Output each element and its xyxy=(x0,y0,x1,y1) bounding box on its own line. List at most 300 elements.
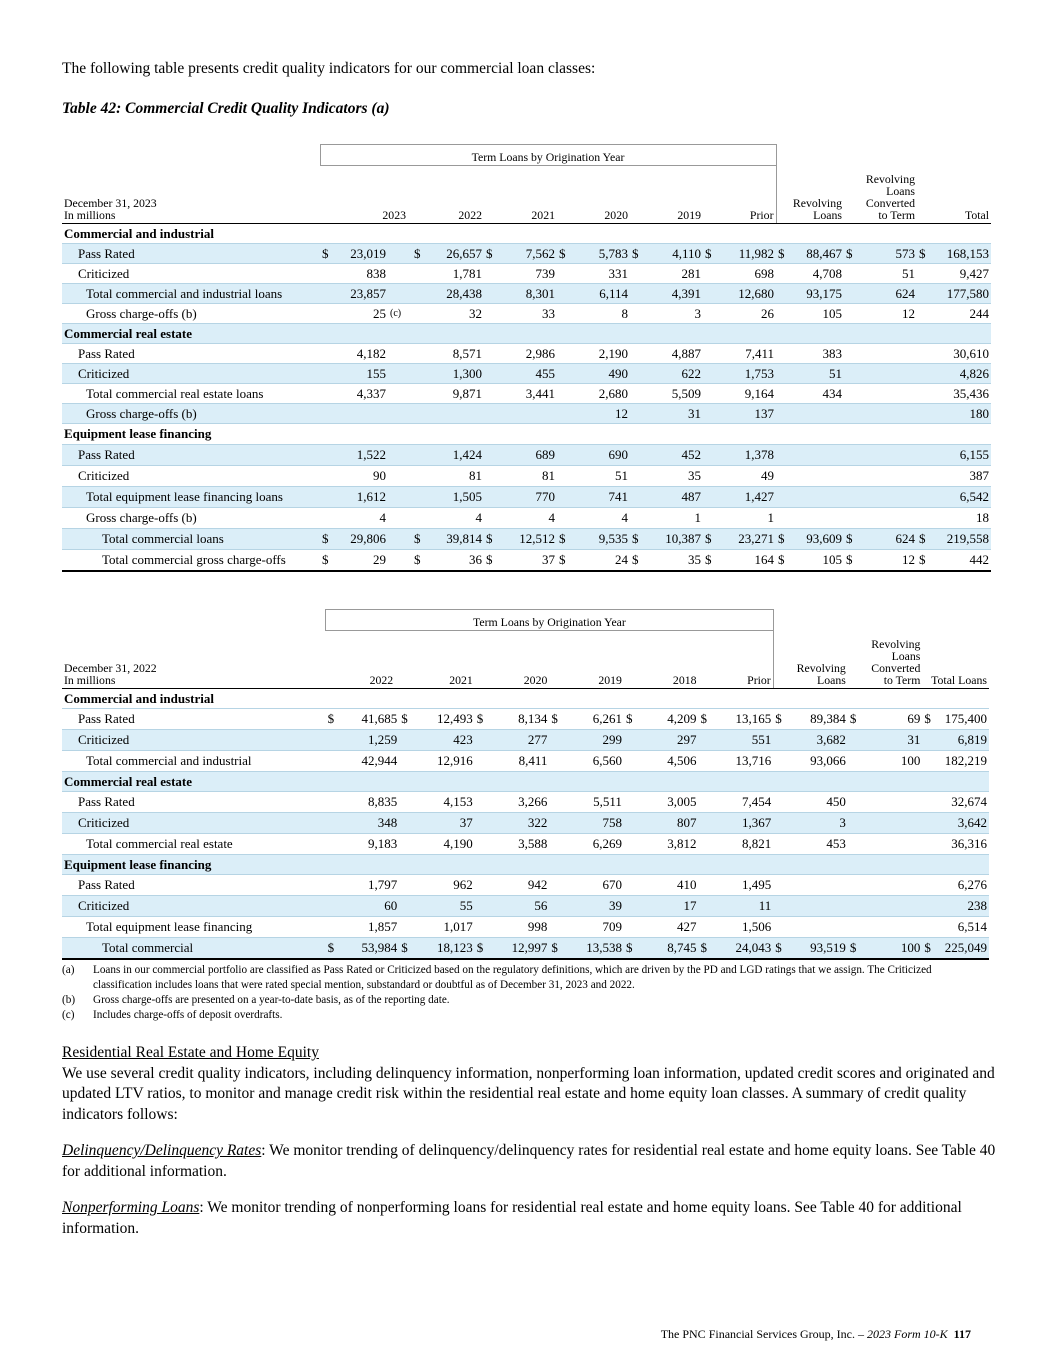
dollar-sign xyxy=(703,304,715,324)
cell-value: 1,506 xyxy=(711,917,773,938)
cell-value: 41,685 xyxy=(338,709,399,730)
dollar-sign: $ xyxy=(773,938,785,959)
cell-value: 3,005 xyxy=(636,792,698,813)
dollar-sign xyxy=(917,264,929,284)
dollar-sign: $ xyxy=(922,709,934,730)
dollar-sign xyxy=(557,445,569,466)
cell-value: 177,580 xyxy=(929,284,991,304)
cell-value: 4 xyxy=(332,508,388,529)
dollar-sign xyxy=(630,466,642,487)
cell-value: 12,512 xyxy=(496,529,557,550)
cell-value: 758 xyxy=(562,813,624,834)
cell-value: 17 xyxy=(636,896,698,917)
row-label: Criticized xyxy=(62,896,326,917)
cell-value: 35 xyxy=(642,466,703,487)
cell-value: 4,506 xyxy=(636,751,698,772)
dollar-sign: $ xyxy=(703,529,715,550)
cell-value xyxy=(788,508,844,529)
dollar-sign xyxy=(699,730,711,751)
cell-value xyxy=(856,404,917,424)
cell-value: 1,505 xyxy=(424,487,484,508)
cell-value: 1 xyxy=(715,508,776,529)
intro-text: The following table presents credit quality indicators for our commercial loan classes: xyxy=(62,60,596,77)
dollar-sign xyxy=(624,730,636,751)
cell-value: 1,427 xyxy=(715,487,776,508)
table-row xyxy=(62,508,991,529)
dollar-sign xyxy=(699,834,711,855)
col-header: Prior xyxy=(699,631,774,689)
dollar-sign xyxy=(699,792,711,813)
footnote-ref xyxy=(388,550,412,571)
dollar-sign xyxy=(412,508,424,529)
dollar-sign: $ xyxy=(475,938,487,959)
dollar-sign xyxy=(484,404,496,424)
cell-value xyxy=(860,896,922,917)
cell-value: 24,043 xyxy=(711,938,773,959)
section-title: Commercial real estate xyxy=(62,324,991,344)
dollar-sign xyxy=(320,445,332,466)
cell-value: 709 xyxy=(562,917,624,938)
cell-value: 5,511 xyxy=(562,792,624,813)
dollar-sign xyxy=(630,445,642,466)
dollar-sign: $ xyxy=(326,938,338,959)
nonperforming-section xyxy=(62,1198,997,1239)
col-header: 2018 xyxy=(624,631,699,689)
cell-value: 244 xyxy=(929,304,991,324)
cell-value xyxy=(788,404,844,424)
dollar-sign xyxy=(326,792,338,813)
dollar-sign xyxy=(557,264,569,284)
dollar-sign: $ xyxy=(320,550,332,571)
page-footer xyxy=(661,1327,971,1342)
cell-value: 100 xyxy=(860,751,922,772)
residential-heading: Residential Real Estate and Home Equity xyxy=(62,1044,319,1061)
cell-value: 93,066 xyxy=(786,751,848,772)
cell-value: 81 xyxy=(424,466,484,487)
dollar-sign xyxy=(399,896,411,917)
dollar-sign: $ xyxy=(699,709,711,730)
cell-value: 7,454 xyxy=(711,792,773,813)
dollar-sign xyxy=(320,384,332,404)
row-label: Gross charge-offs (b) xyxy=(62,304,320,324)
cell-value: 8,745 xyxy=(636,938,698,959)
cell-value: 29,806 xyxy=(332,529,388,550)
cell-value: 6,276 xyxy=(935,875,989,896)
cell-value: 105 xyxy=(788,550,844,571)
cell-value: 93,519 xyxy=(786,938,848,959)
cell-value: 225,049 xyxy=(935,938,989,959)
cell-value: 29 xyxy=(332,550,388,571)
cell-value: 36,316 xyxy=(935,834,989,855)
dollar-sign xyxy=(557,466,569,487)
dollar-sign xyxy=(484,364,496,384)
dollar-sign: $ xyxy=(844,529,856,550)
cell-value: 698 xyxy=(715,264,776,284)
dollar-sign: $ xyxy=(703,244,715,264)
dollar-sign xyxy=(326,834,338,855)
cell-value: 53,984 xyxy=(338,938,399,959)
dollar-sign xyxy=(320,304,332,324)
dollar-sign xyxy=(624,917,636,938)
cell-value: 12,916 xyxy=(411,751,474,772)
cell-value: 6,819 xyxy=(935,730,989,751)
dollar-sign xyxy=(776,264,788,284)
cell-value: 51 xyxy=(788,364,844,384)
dollar-sign xyxy=(399,813,411,834)
table-title: Table 42: Commercial Credit Quality Indicators (a) xyxy=(62,100,390,117)
cell-value: 8,571 xyxy=(424,344,484,364)
cell-value: 5,509 xyxy=(642,384,703,404)
cell-value: 89,384 xyxy=(786,709,848,730)
dollar-sign xyxy=(549,834,561,855)
cell-value: 31 xyxy=(860,730,922,751)
cell-value: 297 xyxy=(636,730,698,751)
cell-value: 277 xyxy=(487,730,549,751)
dollar-sign xyxy=(630,344,642,364)
dollar-sign xyxy=(484,466,496,487)
footnote-ref xyxy=(388,344,412,364)
dollar-sign xyxy=(557,304,569,324)
credit-quality-table-2023 xyxy=(62,144,991,572)
dollar-sign xyxy=(549,875,561,896)
table-row xyxy=(62,404,991,424)
dollar-sign xyxy=(412,284,424,304)
cell-value: 331 xyxy=(569,264,630,284)
cell-value: 4 xyxy=(424,508,484,529)
dollar-sign xyxy=(844,304,856,324)
cell-value: 164 xyxy=(715,550,776,571)
dollar-sign xyxy=(699,875,711,896)
dollar-sign xyxy=(917,384,929,404)
cell-value: 8,835 xyxy=(338,792,399,813)
dollar-sign xyxy=(922,751,934,772)
dollar-sign xyxy=(484,304,496,324)
cell-value: 453 xyxy=(786,834,848,855)
cell-value: 18,123 xyxy=(411,938,474,959)
cell-value: 23,857 xyxy=(332,284,388,304)
cell-value xyxy=(860,813,922,834)
date-header: December 31, 2023 In millions xyxy=(62,166,320,224)
dollar-sign xyxy=(776,284,788,304)
cell-value: 3,812 xyxy=(636,834,698,855)
footnote-ref xyxy=(388,404,412,424)
dollar-sign xyxy=(326,875,338,896)
dollar-sign xyxy=(917,404,929,424)
table-row xyxy=(62,466,991,487)
col-header: Total Loans xyxy=(922,631,989,689)
dollar-sign xyxy=(484,264,496,284)
cell-value: 238 xyxy=(935,896,989,917)
col-header: 2022 xyxy=(326,631,400,689)
dollar-sign xyxy=(624,896,636,917)
cell-value: 51 xyxy=(569,466,630,487)
dollar-sign xyxy=(412,466,424,487)
dollar-sign xyxy=(703,384,715,404)
dollar-sign xyxy=(922,896,934,917)
dollar-sign xyxy=(557,404,569,424)
cell-value: 12 xyxy=(569,404,630,424)
dollar-sign xyxy=(848,813,860,834)
cell-value xyxy=(860,834,922,855)
cell-value: 3 xyxy=(642,304,703,324)
footnote-ref xyxy=(388,284,412,304)
row-label: Pass Rated xyxy=(62,344,320,364)
cell-value: 3,266 xyxy=(487,792,549,813)
dollar-sign xyxy=(703,284,715,304)
cell-value: 12 xyxy=(856,550,917,571)
dollar-sign xyxy=(549,896,561,917)
dollar-sign xyxy=(320,284,332,304)
footnote-b: (b) Gross charge-offs are presented on a year-to-date basis, as of the reporting date. xyxy=(62,994,450,1006)
section-row xyxy=(62,424,991,445)
dollar-sign xyxy=(922,813,934,834)
dollar-sign xyxy=(630,384,642,404)
col-header: 2020 xyxy=(557,166,630,224)
cell-value: 35,436 xyxy=(929,384,991,404)
table-row xyxy=(62,896,989,917)
cell-value: 175,400 xyxy=(935,709,989,730)
delinquency-body: : We monitor trending of delinquency/delinquency rates for residential real estate and home equity loans. See Table 40 for additional information. xyxy=(62,1142,996,1180)
dollar-sign: $ xyxy=(844,550,856,571)
dollar-sign xyxy=(776,364,788,384)
row-label: Pass Rated xyxy=(62,445,320,466)
col-header: Revolving Loans Converted to Term xyxy=(844,166,917,224)
cell-value: 60 xyxy=(338,896,399,917)
cell-value: 180 xyxy=(929,404,991,424)
cell-value: 4 xyxy=(496,508,557,529)
cell-value: 11,982 xyxy=(715,244,776,264)
row-label: Total equipment lease financing loans xyxy=(62,487,320,508)
cell-value: 434 xyxy=(788,384,844,404)
dollar-sign xyxy=(773,730,785,751)
cell-value: 3,441 xyxy=(496,384,557,404)
row-label: Gross charge-offs (b) xyxy=(62,404,320,424)
cell-value: 4,887 xyxy=(642,344,703,364)
table-row xyxy=(62,751,989,772)
dollar-sign xyxy=(703,404,715,424)
footer-form: 2023 Form 10-K xyxy=(866,1327,948,1341)
residential-section xyxy=(62,1043,997,1125)
dollar-sign xyxy=(630,264,642,284)
dollar-sign: $ xyxy=(475,709,487,730)
cell-value: 168,153 xyxy=(929,244,991,264)
dollar-sign: $ xyxy=(630,529,642,550)
cell-value: 32 xyxy=(424,304,484,324)
dollar-sign: $ xyxy=(557,550,569,571)
table-row xyxy=(62,709,989,730)
cell-value: 4,391 xyxy=(642,284,703,304)
footnotes xyxy=(62,963,989,1023)
dollar-sign xyxy=(773,813,785,834)
cell-value: 442 xyxy=(929,550,991,571)
cell-value: 55 xyxy=(411,896,474,917)
dollar-sign xyxy=(484,445,496,466)
delinquency-heading: Delinquency/Delinquency Rates xyxy=(62,1142,262,1159)
cell-value: 9,871 xyxy=(424,384,484,404)
cell-value xyxy=(856,364,917,384)
dollar-sign xyxy=(917,364,929,384)
cell-value: 88,467 xyxy=(788,244,844,264)
cell-value xyxy=(496,404,557,424)
cell-value: 33 xyxy=(496,304,557,324)
dollar-sign: $ xyxy=(630,244,642,264)
dollar-sign xyxy=(776,466,788,487)
dollar-sign: $ xyxy=(776,529,788,550)
table-row xyxy=(62,730,989,751)
cell-value xyxy=(856,344,917,364)
cell-value: 35 xyxy=(642,550,703,571)
dollar-sign xyxy=(922,730,934,751)
dollar-sign: $ xyxy=(484,550,496,571)
dollar-sign: $ xyxy=(844,244,856,264)
dollar-sign xyxy=(922,834,934,855)
cell-value: 9,427 xyxy=(929,264,991,284)
cell-value: 32,674 xyxy=(935,792,989,813)
cell-value: 1,612 xyxy=(332,487,388,508)
cell-value xyxy=(788,487,844,508)
cell-value: 423 xyxy=(411,730,474,751)
dollar-sign: $ xyxy=(557,529,569,550)
dollar-sign: $ xyxy=(776,550,788,571)
dollar-sign xyxy=(848,730,860,751)
page-number: 117 xyxy=(953,1327,971,1341)
table-row xyxy=(62,875,989,896)
table-row xyxy=(62,244,991,264)
cell-value: 624 xyxy=(856,284,917,304)
dollar-sign xyxy=(320,508,332,529)
cell-value: 299 xyxy=(562,730,624,751)
cell-value: 25 xyxy=(332,304,388,324)
footnote-ref xyxy=(388,364,412,384)
cell-value: 1 xyxy=(642,508,703,529)
dollar-sign: $ xyxy=(699,938,711,959)
cell-value: 1,300 xyxy=(424,364,484,384)
cell-value: 90 xyxy=(332,466,388,487)
cell-value: 3,642 xyxy=(935,813,989,834)
cell-value: 1,753 xyxy=(715,364,776,384)
dollar-sign xyxy=(848,896,860,917)
dollar-sign xyxy=(624,813,636,834)
dollar-sign xyxy=(412,404,424,424)
cell-value: 12 xyxy=(856,304,917,324)
cell-value: 12,997 xyxy=(487,938,549,959)
table-row xyxy=(62,938,989,959)
cell-value xyxy=(332,404,388,424)
cell-value: 450 xyxy=(786,792,848,813)
table-row xyxy=(62,917,989,938)
cell-value: 51 xyxy=(856,264,917,284)
row-label: Criticized xyxy=(62,264,320,284)
dollar-sign xyxy=(549,813,561,834)
cell-value: 4,708 xyxy=(788,264,844,284)
footnote-ref xyxy=(388,264,412,284)
dollar-sign xyxy=(412,364,424,384)
dollar-sign: $ xyxy=(773,709,785,730)
footnote-ref xyxy=(388,487,412,508)
cell-value: 9,183 xyxy=(338,834,399,855)
cell-value: 69 xyxy=(860,709,922,730)
dollar-sign xyxy=(776,404,788,424)
dollar-sign xyxy=(776,384,788,404)
delinquency-section xyxy=(62,1141,997,1182)
dollar-sign xyxy=(326,730,338,751)
cell-value: 383 xyxy=(788,344,844,364)
dollar-sign xyxy=(399,751,411,772)
cell-value: 13,716 xyxy=(711,751,773,772)
dollar-sign xyxy=(699,751,711,772)
cell-value: 11 xyxy=(711,896,773,917)
table-row xyxy=(62,834,989,855)
dollar-sign xyxy=(844,404,856,424)
cell-value: 26,657 xyxy=(424,244,484,264)
cell-value: 4,826 xyxy=(929,364,991,384)
cell-value: 4,110 xyxy=(642,244,703,264)
dollar-sign xyxy=(844,384,856,404)
cell-value xyxy=(788,445,844,466)
dollar-sign xyxy=(630,508,642,529)
cell-value xyxy=(856,508,917,529)
dollar-sign xyxy=(630,284,642,304)
cell-value: 56 xyxy=(487,896,549,917)
cell-value: 2,680 xyxy=(569,384,630,404)
dollar-sign: $ xyxy=(557,244,569,264)
cell-value: 4,337 xyxy=(332,384,388,404)
dollar-sign xyxy=(844,284,856,304)
cell-value: 490 xyxy=(569,364,630,384)
group-header: Term Loans by Origination Year xyxy=(320,145,776,166)
dollar-sign xyxy=(399,917,411,938)
dollar-sign xyxy=(320,404,332,424)
dollar-sign xyxy=(922,792,934,813)
cell-value: 1,781 xyxy=(424,264,484,284)
dollar-sign: $ xyxy=(624,938,636,959)
cell-value: 6,514 xyxy=(935,917,989,938)
col-header: Total xyxy=(917,166,991,224)
cell-value: 31 xyxy=(642,404,703,424)
row-label: Total commercial xyxy=(62,938,326,959)
dollar-sign xyxy=(484,487,496,508)
row-label: Pass Rated xyxy=(62,709,326,730)
dollar-sign xyxy=(848,792,860,813)
dollar-sign xyxy=(399,730,411,751)
dollar-sign xyxy=(326,813,338,834)
cell-value: 4,153 xyxy=(411,792,474,813)
dollar-sign xyxy=(624,875,636,896)
cell-value: 2,986 xyxy=(496,344,557,364)
dollar-sign xyxy=(557,384,569,404)
col-header: Revolving Loans xyxy=(776,166,844,224)
dollar-sign xyxy=(844,487,856,508)
dollar-sign xyxy=(549,751,561,772)
cell-value xyxy=(856,466,917,487)
dollar-sign: $ xyxy=(776,244,788,264)
dollar-sign xyxy=(624,751,636,772)
section-row xyxy=(62,324,991,344)
dollar-sign xyxy=(475,813,487,834)
dollar-sign xyxy=(776,304,788,324)
dollar-sign xyxy=(549,792,561,813)
dollar-sign xyxy=(703,487,715,508)
dollar-sign xyxy=(776,508,788,529)
cell-value: 4,209 xyxy=(636,709,698,730)
dollar-sign xyxy=(320,364,332,384)
nonperforming-heading: Nonperforming Loans xyxy=(62,1199,200,1216)
cell-value: 2,190 xyxy=(569,344,630,364)
cell-value xyxy=(860,917,922,938)
row-label: Pass Rated xyxy=(62,244,320,264)
cell-value: 962 xyxy=(411,875,474,896)
dollar-sign xyxy=(630,304,642,324)
